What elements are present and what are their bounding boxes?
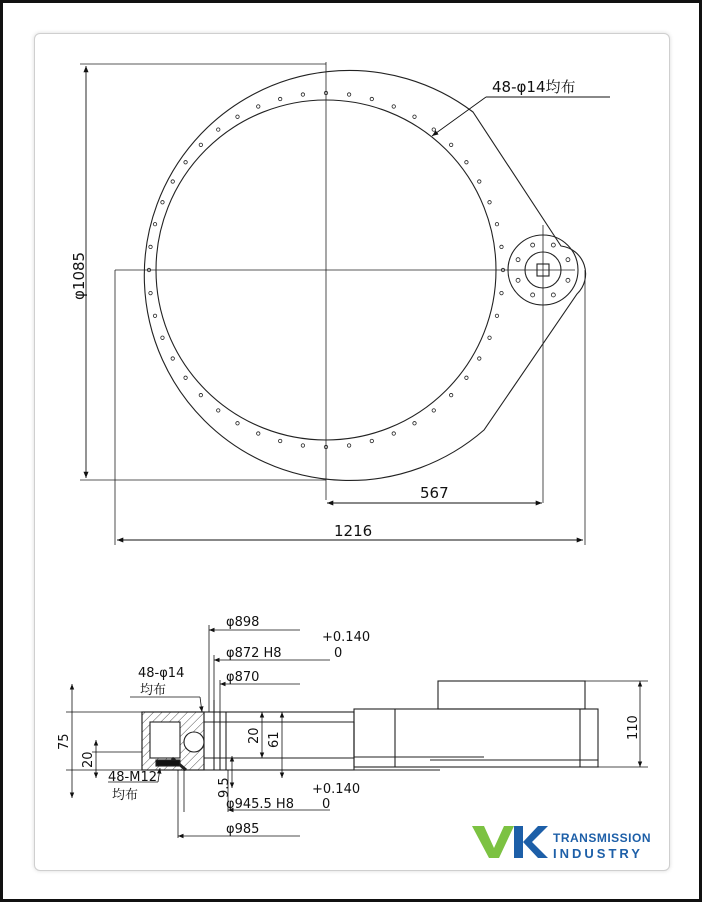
bolt-hole — [153, 314, 156, 317]
dia-870-label: φ870 — [226, 670, 260, 685]
bolt-hole — [449, 393, 452, 396]
offset-dim-label: 567 — [420, 484, 449, 502]
logo-line2: INDUSTRY — [553, 846, 643, 861]
bolt-hole — [149, 245, 152, 248]
bolt-hole — [465, 376, 468, 379]
boss-hole — [516, 278, 520, 282]
bolt-hole — [236, 422, 239, 425]
logo-k-stem — [514, 826, 523, 858]
dia-872-label: φ872 H8 — [226, 646, 282, 661]
bolt-hole — [500, 291, 503, 294]
housing-outline — [144, 70, 585, 480]
logo-line1: TRANSMISSION — [553, 831, 652, 845]
top-view — [80, 62, 586, 545]
bolt-hole — [488, 201, 491, 204]
boss-hole — [566, 278, 570, 282]
height-20-mid-label: 20 — [247, 727, 262, 744]
bolt-hole — [149, 291, 152, 294]
bolt-hole — [199, 393, 202, 396]
ball-section — [184, 732, 204, 752]
bolt-hole — [217, 128, 220, 131]
bolt-hole — [161, 336, 164, 339]
bolt-hole — [347, 444, 350, 447]
bolt-hole — [495, 314, 498, 317]
bolt-hole — [184, 161, 187, 164]
logo-k-arm — [523, 826, 548, 858]
gearbox-body — [354, 709, 598, 767]
boss-hole — [516, 258, 520, 262]
height-20-left-label: 20 — [81, 751, 96, 768]
outer-diameter-label: φ1085 — [70, 251, 88, 300]
bolt-hole — [257, 432, 260, 435]
height-75-label: 75 — [57, 733, 72, 750]
dia-945-label: φ945.5 H8 — [226, 797, 294, 812]
bolt-hole — [413, 422, 416, 425]
bolt-hole — [257, 105, 260, 108]
bolt-hole — [370, 439, 373, 442]
dia-945-tol-lower: 0 — [322, 797, 331, 812]
height-61-label: 61 — [267, 731, 282, 748]
bolt-hole — [392, 105, 395, 108]
bolt-hole — [465, 161, 468, 164]
boss-hole — [531, 293, 535, 297]
bolt-hole — [199, 143, 202, 146]
total-width-label: 1216 — [334, 522, 373, 540]
holes-note-label: 48-φ14 — [138, 666, 185, 681]
hole-note-label: 48-φ14均布 — [492, 78, 576, 96]
dia-872-tol-upper: +0.140 — [322, 630, 371, 645]
bolt-hole — [432, 409, 435, 412]
bolt-hole — [217, 409, 220, 412]
bolt-hole — [478, 357, 481, 360]
boss-hole — [551, 293, 555, 297]
boss-hole — [551, 243, 555, 247]
boss-hole — [566, 258, 570, 262]
bolt-hole — [278, 439, 281, 442]
height-110-label: 110 — [626, 715, 641, 740]
bolt-hole — [171, 180, 174, 183]
bolt-hole — [153, 222, 156, 225]
holes-note-label-2: 均布 — [140, 683, 167, 698]
motor-top — [438, 681, 585, 709]
bolt-hole — [236, 115, 239, 118]
bolt-hole — [488, 336, 491, 339]
thread-note-label: 48-M12 — [108, 770, 157, 785]
dia-898-label: φ898 — [226, 615, 260, 630]
dia-945-tol-upper: +0.140 — [312, 782, 361, 797]
bolt-hole — [171, 357, 174, 360]
bolt-hole — [301, 444, 304, 447]
dia-985-label: φ985 — [226, 822, 260, 837]
bolt-hole — [278, 97, 281, 100]
bolt-hole — [392, 432, 395, 435]
bolt-hole — [495, 222, 498, 225]
bolt-hole — [500, 245, 503, 248]
bolt-hole — [184, 376, 187, 379]
bolt-hole — [432, 128, 435, 131]
logo-v-shape — [472, 826, 514, 858]
bolt-hole — [449, 143, 452, 146]
dia-872-tol-lower: 0 — [334, 646, 343, 661]
bolt-hole — [161, 201, 164, 204]
vk-logo — [472, 826, 651, 861]
ring-cavity — [150, 722, 180, 758]
thread-note-label-2: 均布 — [112, 788, 139, 803]
boss-hole — [531, 243, 535, 247]
section-view — [142, 681, 598, 770]
bolt-hole — [413, 115, 416, 118]
height-9-5-label: 9.5 — [217, 777, 232, 798]
bolt-hole — [301, 93, 304, 96]
bolt-hole — [347, 93, 350, 96]
bolt-hole — [370, 97, 373, 100]
bolt-hole — [478, 180, 481, 183]
